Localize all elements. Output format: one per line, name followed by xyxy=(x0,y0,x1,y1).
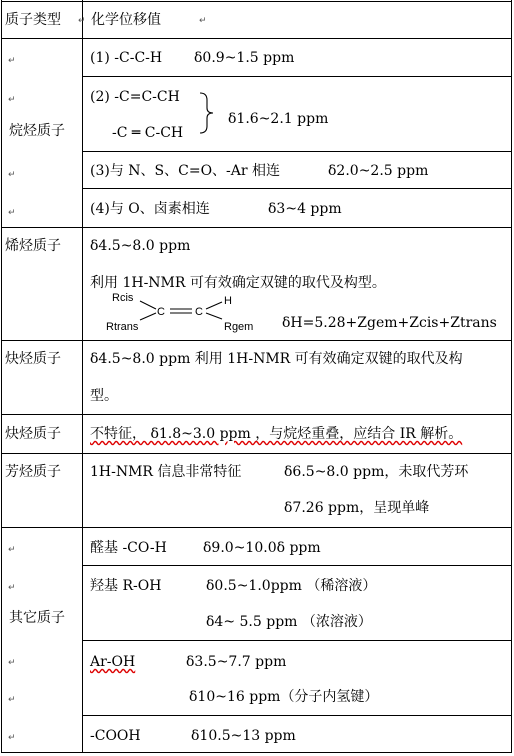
header-chemical-shift: 化学位移值 xyxy=(91,12,161,28)
paragraph-mark: ↵ xyxy=(78,16,86,26)
aldehyde-shift: δ9.0~10.0δ ppm xyxy=(203,540,321,556)
alkyne-description: 不特征， δ1.8~3.0 ppm ，与烷烃重叠，应结合 IR 解析。 xyxy=(90,426,463,442)
row-divider xyxy=(1,414,512,415)
paragraph-mark: ↵ xyxy=(8,658,16,668)
alkane-label: 烷烃质子 xyxy=(9,123,65,139)
aromatic-label: 芳烃质子 xyxy=(5,464,61,480)
alkane-r3-name: (3)与 N、S、C=O、-Ar 相连 xyxy=(90,163,281,179)
paragraph-mark: ↵ xyxy=(8,95,16,105)
hydroxyl-name: 羟基 R-OH xyxy=(90,578,162,594)
other-label: 其它质子 xyxy=(9,610,65,626)
struct-c-left: C xyxy=(157,306,165,318)
alkane-r1-shift: δ0.9~1.5 ppm xyxy=(194,50,295,66)
alkane-r2-shift: δ1.6~2.1 ppm xyxy=(228,111,329,127)
struct-c-right: C xyxy=(195,306,203,318)
paragraph-mark: ↵ xyxy=(199,16,207,26)
alkene-formula: δH=5.28+Zgem+Zcis+Ztrans xyxy=(282,315,497,331)
alkane-r1-name: (1) -C-C-H xyxy=(90,50,163,66)
row-divider xyxy=(1,1,512,2)
paragraph-mark: ↵ xyxy=(8,56,16,66)
struct-rgem: Rgem xyxy=(224,321,254,333)
row-divider xyxy=(82,565,512,566)
hydroxyl-shift-dilute: δ0.5~1.0ppm （稀溶液） xyxy=(206,578,377,594)
paragraph-mark: ↵ xyxy=(8,733,16,743)
curly-brace xyxy=(198,92,216,134)
aromatic-line1-b: δ6.5~8.0 ppm，未取代芳环 xyxy=(284,464,469,480)
alkene-label: 烯烃质子 xyxy=(5,238,61,254)
alkyne-label-1: 炔烃质子 xyxy=(5,351,61,367)
alkene-shift: δ4.5~8.0 ppm xyxy=(90,238,191,254)
row-divider xyxy=(1,38,512,39)
aroh-shift-2: δ10~16 ppm（分子内氢键） xyxy=(189,689,379,705)
row-divider xyxy=(82,188,512,189)
aroh-shift-1: δ3.5~7.7 ppm xyxy=(186,654,287,670)
struct-rtrans: Rtrans xyxy=(106,321,139,333)
struct-h: H xyxy=(224,295,232,307)
paragraph-mark: ↵ xyxy=(8,583,16,593)
aromatic-line1-a: 1H-NMR 信息非常特征 xyxy=(90,464,242,480)
alkane-r2-line1: (2) -C=C-CH xyxy=(90,89,180,105)
aroh-name: Ar-OH xyxy=(90,654,136,670)
alkane-r3-shift: δ2.0~2.5 ppm xyxy=(328,163,429,179)
alkane-r4-shift: δ3~4 ppm xyxy=(268,201,342,217)
row-divider xyxy=(1,527,512,528)
cooh-name: -COOH xyxy=(90,728,141,744)
aromatic-line2: δ7.26 ppm，呈现单峰 xyxy=(284,500,430,516)
alkene-note: 利用 1H-NMR 可有效确定双键的取代及构型。 xyxy=(90,275,386,291)
row-divider xyxy=(1,752,512,753)
cooh-shift: δ10.5~13 ppm xyxy=(191,728,296,744)
alkyne-label-2: 炔烃质子 xyxy=(5,426,61,442)
alkyne-line2: 型。 xyxy=(90,388,118,404)
alkyne-line1: δ4.5~8.0 ppm 利用 1H-NMR 可有效确定双键的取代及构 xyxy=(90,351,463,367)
row-divider xyxy=(82,640,512,641)
table-border-left xyxy=(1,0,2,753)
row-divider xyxy=(1,227,512,228)
aldehyde-name: 醛基 -CO-H xyxy=(90,540,167,556)
header-proton-type: 质子类型 xyxy=(5,12,61,28)
paragraph-mark: ↵ xyxy=(8,208,16,218)
paragraph-mark: ↵ xyxy=(8,545,16,555)
row-divider xyxy=(82,715,512,716)
row-divider xyxy=(1,453,512,454)
struct-rcis: Rcis xyxy=(112,292,134,304)
paragraph-mark: ↵ xyxy=(8,170,16,180)
alkane-r2-line2: -C ═ C-CH xyxy=(112,125,184,141)
row-divider xyxy=(82,76,512,77)
paragraph-mark: ↵ xyxy=(8,695,16,705)
row-divider xyxy=(82,151,512,152)
alkane-r4-name: (4)与 O、卤素相连 xyxy=(90,201,210,217)
alkene-structure-bonds xyxy=(120,296,240,326)
hydroxyl-shift-concentrated: δ4~ 5.5 ppm （浓溶液） xyxy=(206,614,372,630)
row-divider xyxy=(1,340,512,341)
